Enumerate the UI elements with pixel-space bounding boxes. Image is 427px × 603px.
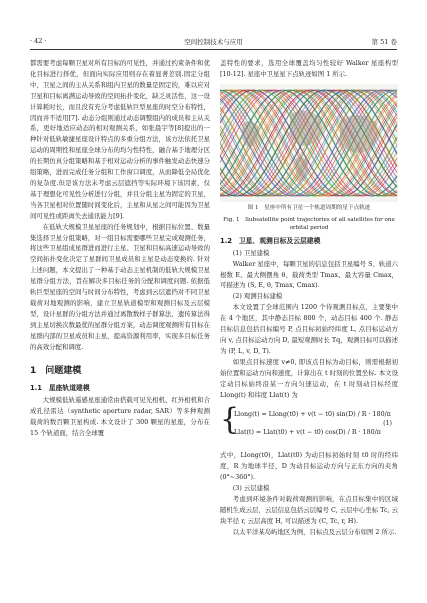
- ground-track-plot: [220, 84, 398, 202]
- paragraph: 在低轨大规模卫星星座的任务规划中，根据目标位置、数量集选择卫星分组策略，对一组目标需要哪些卫星完成观测任务，将这些卫星组成星群进而进行主星、卫星和目标高速运动导致的空间拓扑变化决定了星群间卫星成员和主星是动态变换的. 针对上述问题，本文提出了一种基于动态主星机制的低轨大规模卫星星群分组方法，旨在解决多目标任务的分配和调度问题. 依据低轨巨型星座的空间与时间分布特性，考虑到云层遮挡对不同卫星载荷对地观测的影响，建立卫星轨道模型和观测目标及云层模型，设计星群的分组方法并通过离散数样子群算法，遗传算法得到主星切换次数最优的星群分组方案，动态调度观测所有目标在星群内部的卫星成员和主星，提高资源利用率，实现多目标任务的高效分配和调度.: [30, 222, 210, 351]
- figure-1-ground-tracks: [220, 84, 398, 202]
- page-number: · 42 ·: [30, 37, 47, 45]
- figure-caption-en: Fig. 1 Subsatellite point trajectories of all satellites for one orbital period: [223, 216, 395, 231]
- paragraph: 式中，Llong(t0)，Llat(t0) 为动目标初始时刻 t0 时的经纬度，R 为地球半径，D 为动目标运动方向与正东方向的夹角 (0°~360°).: [220, 451, 398, 482]
- paragraph: 以太平洋某岛屿地区为例，目标点及云层分布如图 2 所示.: [232, 527, 397, 536]
- list-item-heading: (3) 云层建模: [232, 484, 270, 493]
- list-item-heading: (1) 卫星建模: [232, 248, 270, 257]
- header-rule: [30, 49, 397, 50]
- equation-1: [220, 402, 398, 448]
- paragraph: 本文设置了全球范围内 1200 个待观测目标点，主要集中在 4 个地区，其中静态目标 800 个，动态目标 400 个. 静态目标信息包括目标编号 P, 点目标初始经纬度 L, 点目标运动方向 v, 点目标运动方向 D, 最短观测时长 Tq，观测目标可以描述为 (P, L, v, D, T).: [220, 303, 398, 355]
- journal-name: 空间控制技术与应用: [184, 38, 243, 46]
- left-column: [30, 58, 210, 439]
- subsection-heading: 1.2 卫星、观测目标及云层建模: [220, 236, 321, 245]
- equation-line: Llong(t) = Llong(t0) + v(t − t0) sin(D) / R · 180/π: [234, 411, 391, 419]
- equation-number: (1): [383, 420, 392, 428]
- running-header: [30, 37, 397, 49]
- paragraph: 考虑到环境条件对载荷观测的影响，在点目标集中的区域随机生成云层，云层信息包括云层编号 C, 云层中心坐标 Tc, 云块半径 r, 云层高度 H, 可以描述为 (C, Tc, r, H).: [220, 495, 398, 525]
- list-item-heading: (2) 观测目标建模: [232, 292, 283, 301]
- equation-brace: {: [220, 402, 240, 438]
- volume-label: 第 51 卷: [371, 38, 397, 46]
- paragraph: 如果点目标速度 v≠0, 即该点目标为动目标，则需根据初始位置和运动方向和速度，计算出在 t 时刻的位置坐标. 本文设定动目标始终沿某一方向匀速运动，在 t 时刻动目标经度 Llong(t) 和纬度 Llat(t) 为: [220, 357, 398, 399]
- figure-caption-cn: 图 1 星座中所有卫星一个轨道周期的星下点轨迹: [247, 204, 371, 211]
- subsection-heading: 1.1 星座轨道建模: [30, 384, 90, 393]
- right-column: [220, 58, 398, 538]
- section-heading: 1 问题建模: [30, 366, 82, 377]
- paragraph: 大规模低轨遥感星座通常由搭载可见光相机、红外相机和合成孔径雷达（synthetic aperture radar, SAR）等多种观测载荷的数百颗卫星构成. 本文设计了 300 颗星的星座，分布在 15 个轨道面，结合全球覆: [30, 396, 210, 437]
- equation-line: Llat(t) = Llat(t0) + v(t − t0) cos(D) / R · 180/π: [234, 429, 381, 437]
- paragraph: Walker 星座中，每颗卫星的信息包括卫星编号 S、轨道六根数 E、最大侧摆角 θ、载荷类型 Tmax、最大容量 Cmax，可描述为 (S, E, θ, Tmax, Cmax).: [220, 259, 399, 290]
- paragraph: 都需要考虑每颗卫星对所有目标的可见性，并通过约束条件和优化目标进行择优，但面向实际应用则存在着显著差别.固定分组中，卫星之间的主从关系和组内卫星的数量是固定的，难以应对卫星和目标离满运动导致的空间拓扑变化，缺乏灵活性，这一设计算耗时长，而且没有充分考虑低轨巨型星座的时空分布特性，因而并不适用[7]. 动态分组则通过动态调整组内的成员和主从关系，更好地适应动态的相对观测关系，如张晨宇等[8]提出的一种针对低轨敏捷星座设计特点的多重分组方法，该方法依托卫星运动的周期性和星座全球分布的均匀性特性，融合基于地理分区的长期仿真分组策略和基于相对运动分析的事件触发动态快速分组策略，进而完成任务分组和工作窗口调度，从而降低全局优化的复杂度.但是该方法未考虑云层遮挡等实际环境下该因素，仅基于理想化可见性分析进行分组，并且分组主星为固定的卫星，当各卫星相对位置随时间变化后，主星和从星之间可能因为卫星间可见性或距离失去通讯能力[9].: [30, 59, 210, 220]
- paragraph: 盖特性的要求，选用全球覆盖均匀性较好 Walker 星座构型[10-12]. 星座中卫星星下点轨迹如图 1 所示.: [220, 59, 398, 78]
